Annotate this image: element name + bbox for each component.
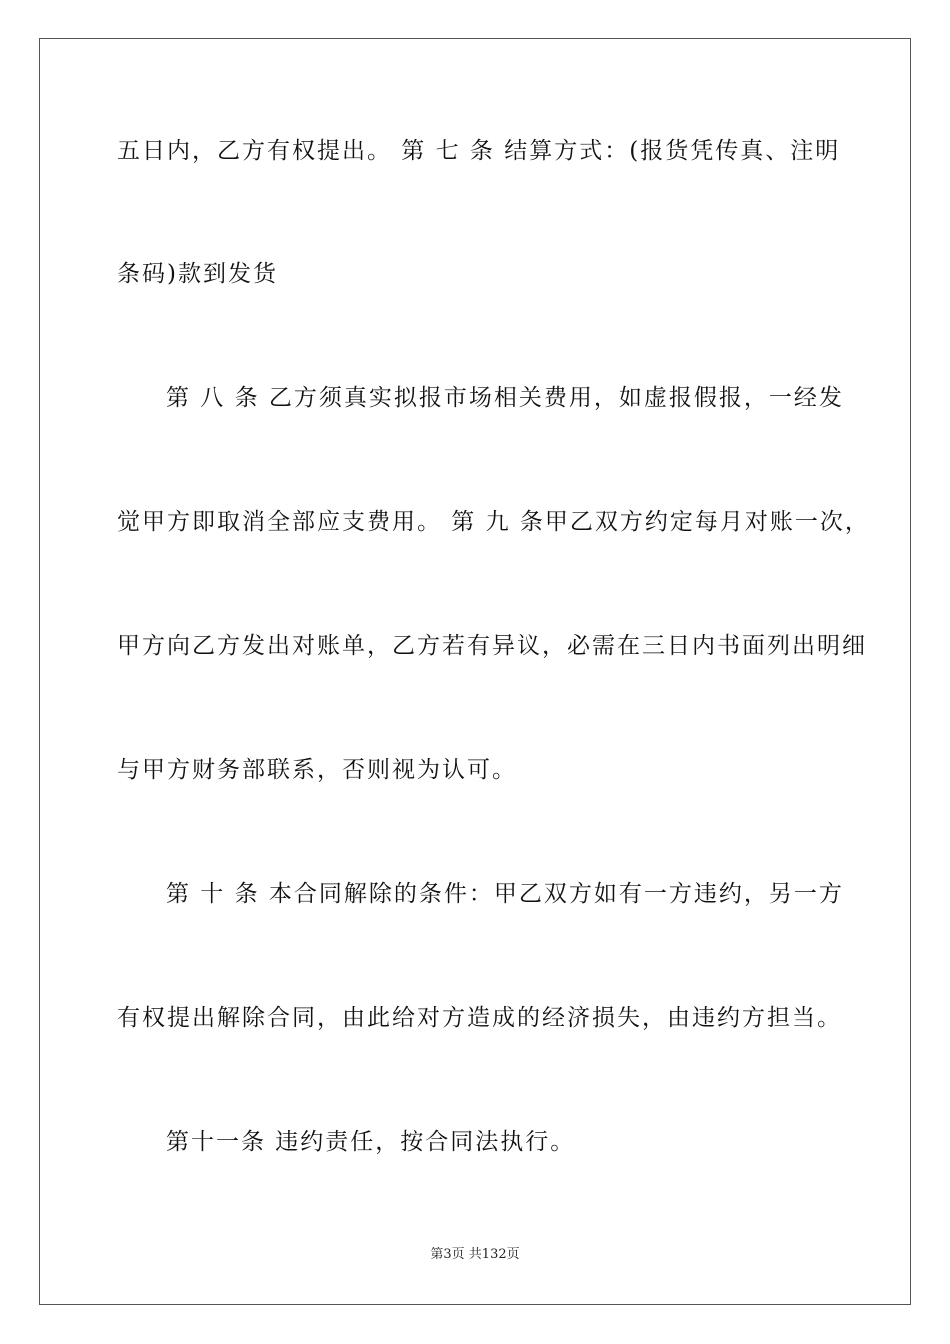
text-line: 五日内，乙方有权提出。 第 七 条 结算方式：(报货凭传真、注明	[117, 138, 841, 164]
text-line: 条码)款到发货	[117, 261, 278, 287]
page-border	[39, 38, 911, 1305]
text-line: 第十一条 违约责任，按合同法执行。	[166, 1129, 576, 1155]
text-line: 第 八 条 乙方须真实拟报市场相关费用，如虚报假报，一经发	[166, 385, 844, 411]
text-line: 甲方向乙方发出对账单，乙方若有异议，必需在三日内书面列出明细	[117, 633, 867, 659]
text-line: 觉甲方即取消全部应支费用。 第 九 条甲乙双方约定每月对账一次，	[117, 509, 870, 535]
text-line: 第 十 条 本合同解除的条件：甲乙双方如有一方违约，另一方	[166, 881, 844, 907]
page-number: 第3页 共132页	[430, 1247, 520, 1262]
text-line: 与甲方财务部联系，否则视为认可。	[117, 757, 517, 783]
text-line: 有权提出解除合同，由此给对方造成的经济损失，由违约方担当。	[117, 1005, 842, 1031]
